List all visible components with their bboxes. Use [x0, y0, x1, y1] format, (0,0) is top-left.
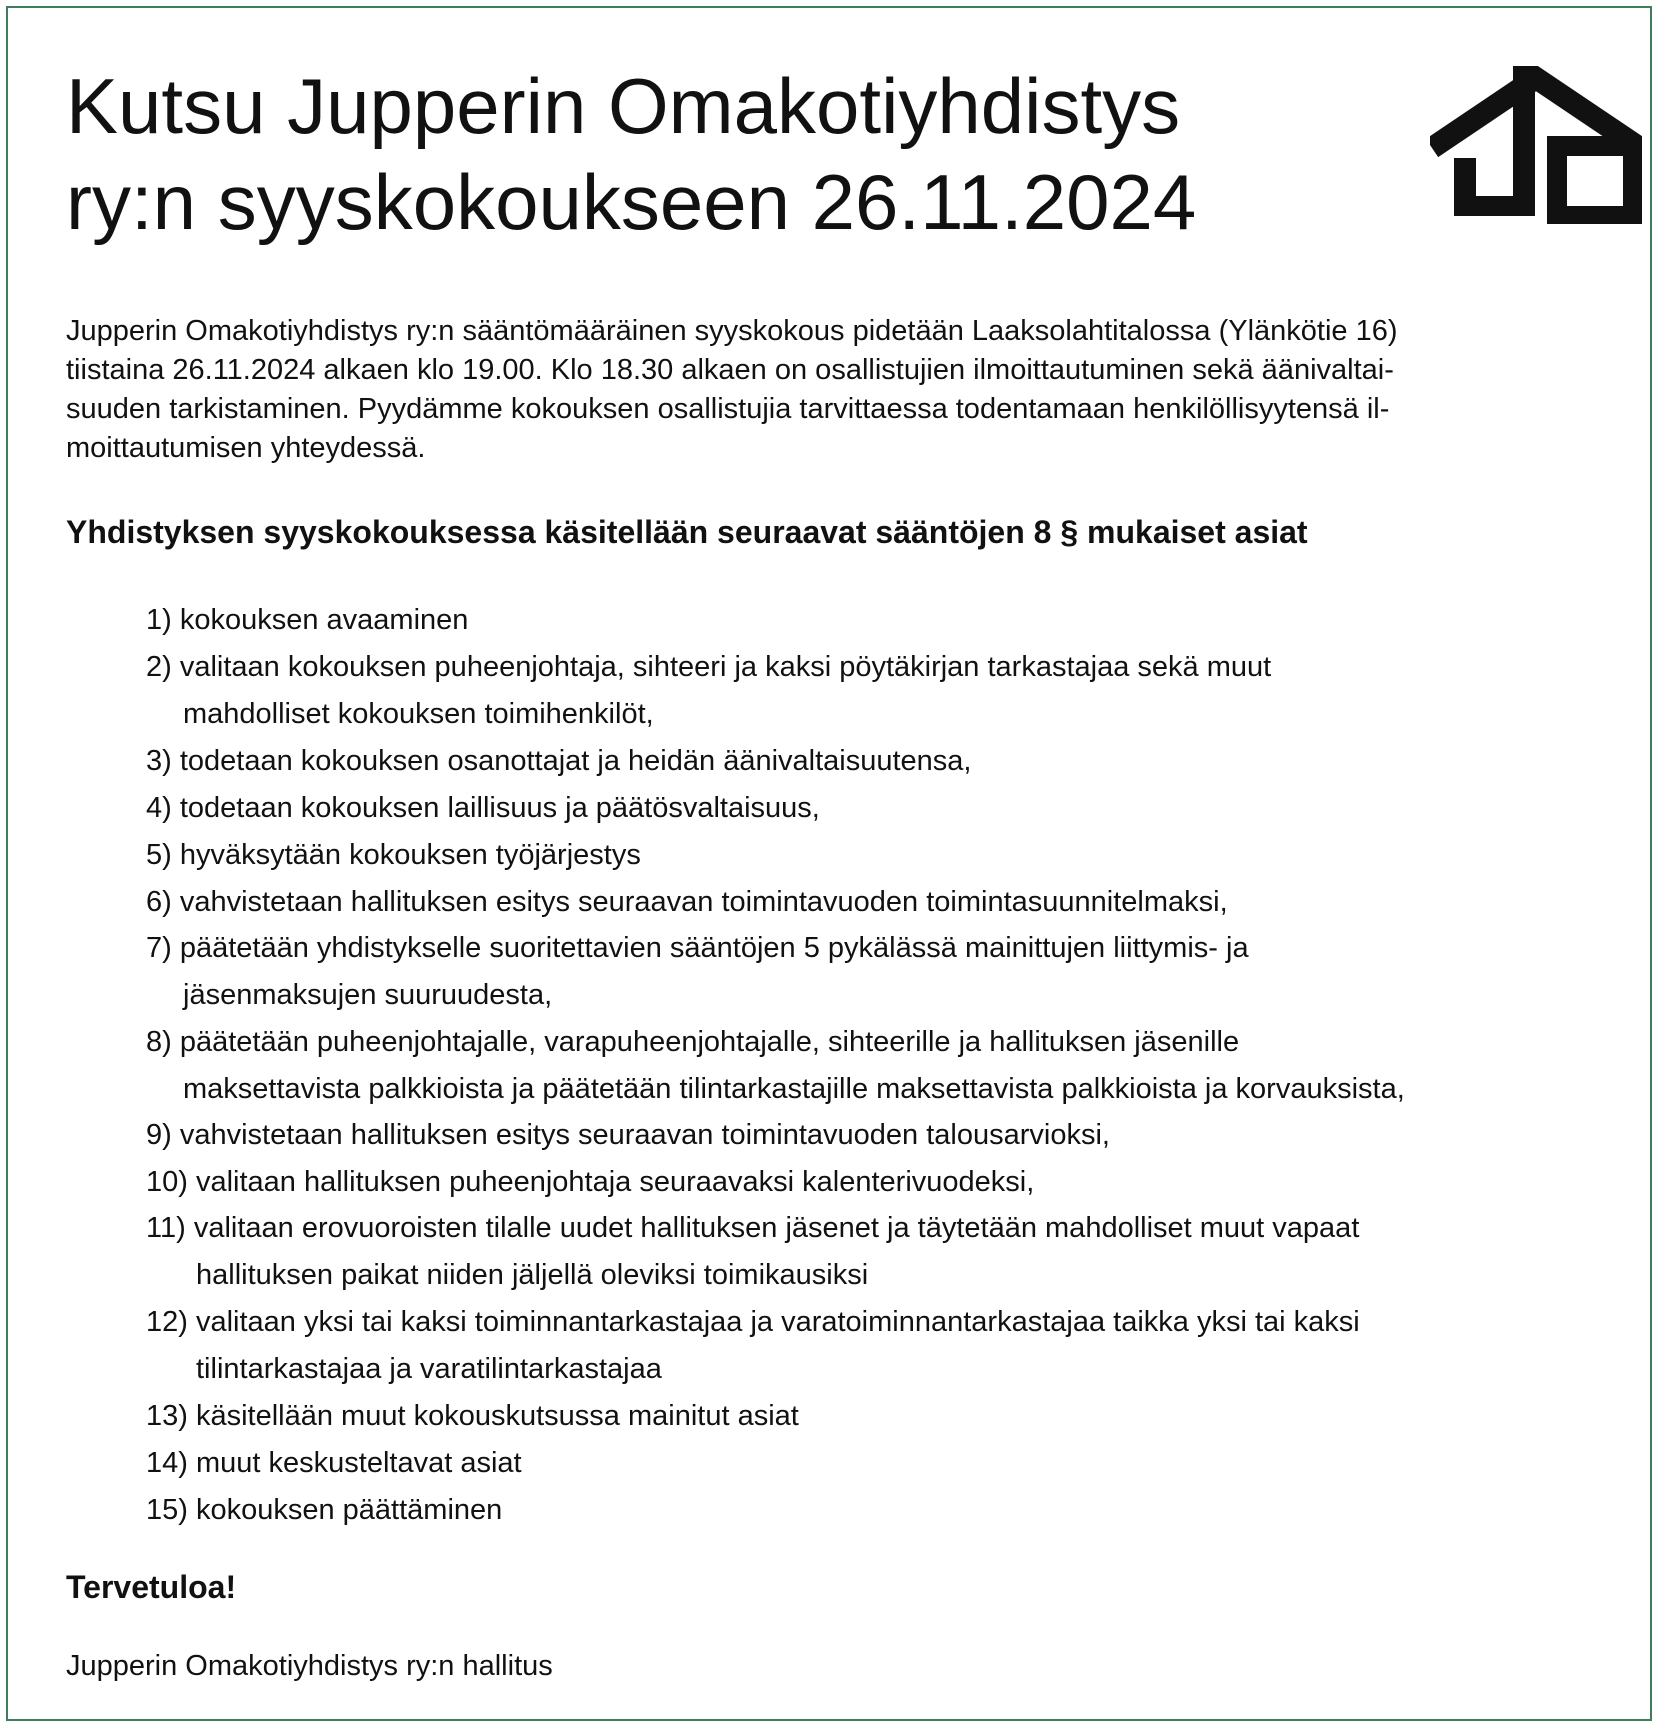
agenda-item-text: 3) todetaan kokouksen osanottajat ja heidän äänivaltaisuutensa, — [146, 745, 972, 777]
agenda-item-continuation: tilintarkastajaa ja varatilintarkastajaa — [196, 1353, 662, 1385]
agenda-item-continuation: hallituksen paikat niiden jäljellä oleviksi toimikausiksi — [196, 1259, 869, 1291]
agenda-item-text: 7) päätetään yhdistykselle suoritettavien sääntöjen 5 pykälässä mainittujen liittymis- ja — [146, 932, 1249, 964]
title-line-2: ry:n syyskokoukseen 26.11.2024 — [66, 158, 1197, 246]
title-line-1: Kutsu Jupperin Omakotiyhdistys — [66, 62, 1181, 150]
intro-line: moittautumisen yhteydessä. — [66, 432, 426, 464]
agenda-item-7 — [146, 925, 1249, 1019]
house-icon — [1430, 66, 1642, 224]
intro-line: tiistaina 26.11.2024 alkaen klo 19.00. Klo 18.30 alkaen on osallistujien ilmoittautuminen sekä äänivaltai- — [66, 354, 1394, 386]
agenda-item-10 — [146, 1159, 1034, 1206]
agenda-item-1 — [146, 597, 468, 644]
agenda-item-11 — [146, 1205, 1359, 1299]
agenda-item-12 — [146, 1299, 1360, 1393]
agenda-item-continuation: maksettavista palkkioista ja päätetään tilintarkastajille maksettavista palkkioista ja korvauksista, — [183, 1073, 1405, 1105]
agenda-item-3 — [146, 738, 971, 785]
signature: Jupperin Omakotiyhdistys ry:n hallitus — [66, 1650, 553, 1682]
agenda-item-text: 5) hyväksytään kokouksen työjärjestys — [146, 839, 641, 871]
agenda-item-text: 10) valitaan hallituksen puheenjohtaja seuraavaksi kalenterivuodeksi, — [146, 1166, 1035, 1198]
agenda-item-text: 1) kokouksen avaaminen — [146, 604, 469, 636]
page-title — [66, 58, 1366, 250]
agenda-item-text: 6) vahvistetaan hallituksen esitys seuraavan toimintavuoden toimintasuunnitelmaksi, — [146, 886, 1228, 918]
agenda-item-text: 12) valitaan yksi tai kaksi toiminnantarkastajaa ja varatoiminnantarkastajaa taikka yksi tai kaksi — [146, 1306, 1360, 1338]
agenda-item-text: 8) päätetään puheenjohtajalle, varapuheenjohtajalle, sihteerille ja hallituksen jäsenille — [146, 1026, 1240, 1058]
agenda-item-6 — [146, 879, 1228, 926]
agenda-item-text: 15) kokouksen päättäminen — [146, 1494, 503, 1526]
agenda-item-text: 2) valitaan kokouksen puheenjohtaja, sihteeri ja kaksi pöytäkirjan tarkastajaa sekä muut — [146, 651, 1272, 683]
agenda-item-14 — [146, 1440, 522, 1487]
agenda-item-continuation: jäsenmaksujen suuruudesta, — [183, 979, 553, 1011]
agenda-item-2 — [146, 644, 1271, 738]
intro-paragraph — [66, 312, 1626, 468]
agenda-item-15 — [146, 1487, 502, 1534]
agenda-item-13 — [146, 1393, 799, 1440]
agenda-item-text: 13) käsitellään muut kokouskutsussa mainitut asiat — [146, 1400, 799, 1432]
agenda-item-text: 14) muut keskusteltavat asiat — [146, 1447, 522, 1479]
agenda-item-text: 9) vahvistetaan hallituksen esitys seuraavan toimintavuoden talousarvioksi, — [146, 1119, 1110, 1151]
agenda-item-8 — [146, 1019, 1405, 1113]
agenda-item-continuation: mahdolliset kokouksen toimihenkilöt, — [183, 698, 654, 730]
agenda-item-5 — [146, 832, 641, 879]
agenda-item-text: 11) valitaan erovuoroisten tilalle uudet hallituksen jäsenet ja täytetään mahdolliset muut vapaat — [146, 1212, 1360, 1244]
intro-line: suuden tarkistaminen. Pyydämme kokouksen osallistujia tarvittaessa todentamaan henkilöllisyytensä il- — [66, 393, 1390, 425]
agenda-heading: Yhdistyksen syyskokouksessa käsitellään seuraavat sääntöjen 8 § mukaiset asiat — [66, 514, 1308, 550]
agenda-item-text: 4) todetaan kokouksen laillisuus ja päätösvaltaisuus, — [146, 792, 820, 824]
intro-line: Jupperin Omakotiyhdistys ry:n sääntömääräinen syyskokous pidetään Laaksolahtitalossa (Ylänkötie 16) — [66, 315, 1398, 347]
closing-greeting: Tervetuloa! — [66, 1569, 237, 1605]
agenda-item-4 — [146, 785, 820, 832]
agenda-item-9 — [146, 1112, 1110, 1159]
